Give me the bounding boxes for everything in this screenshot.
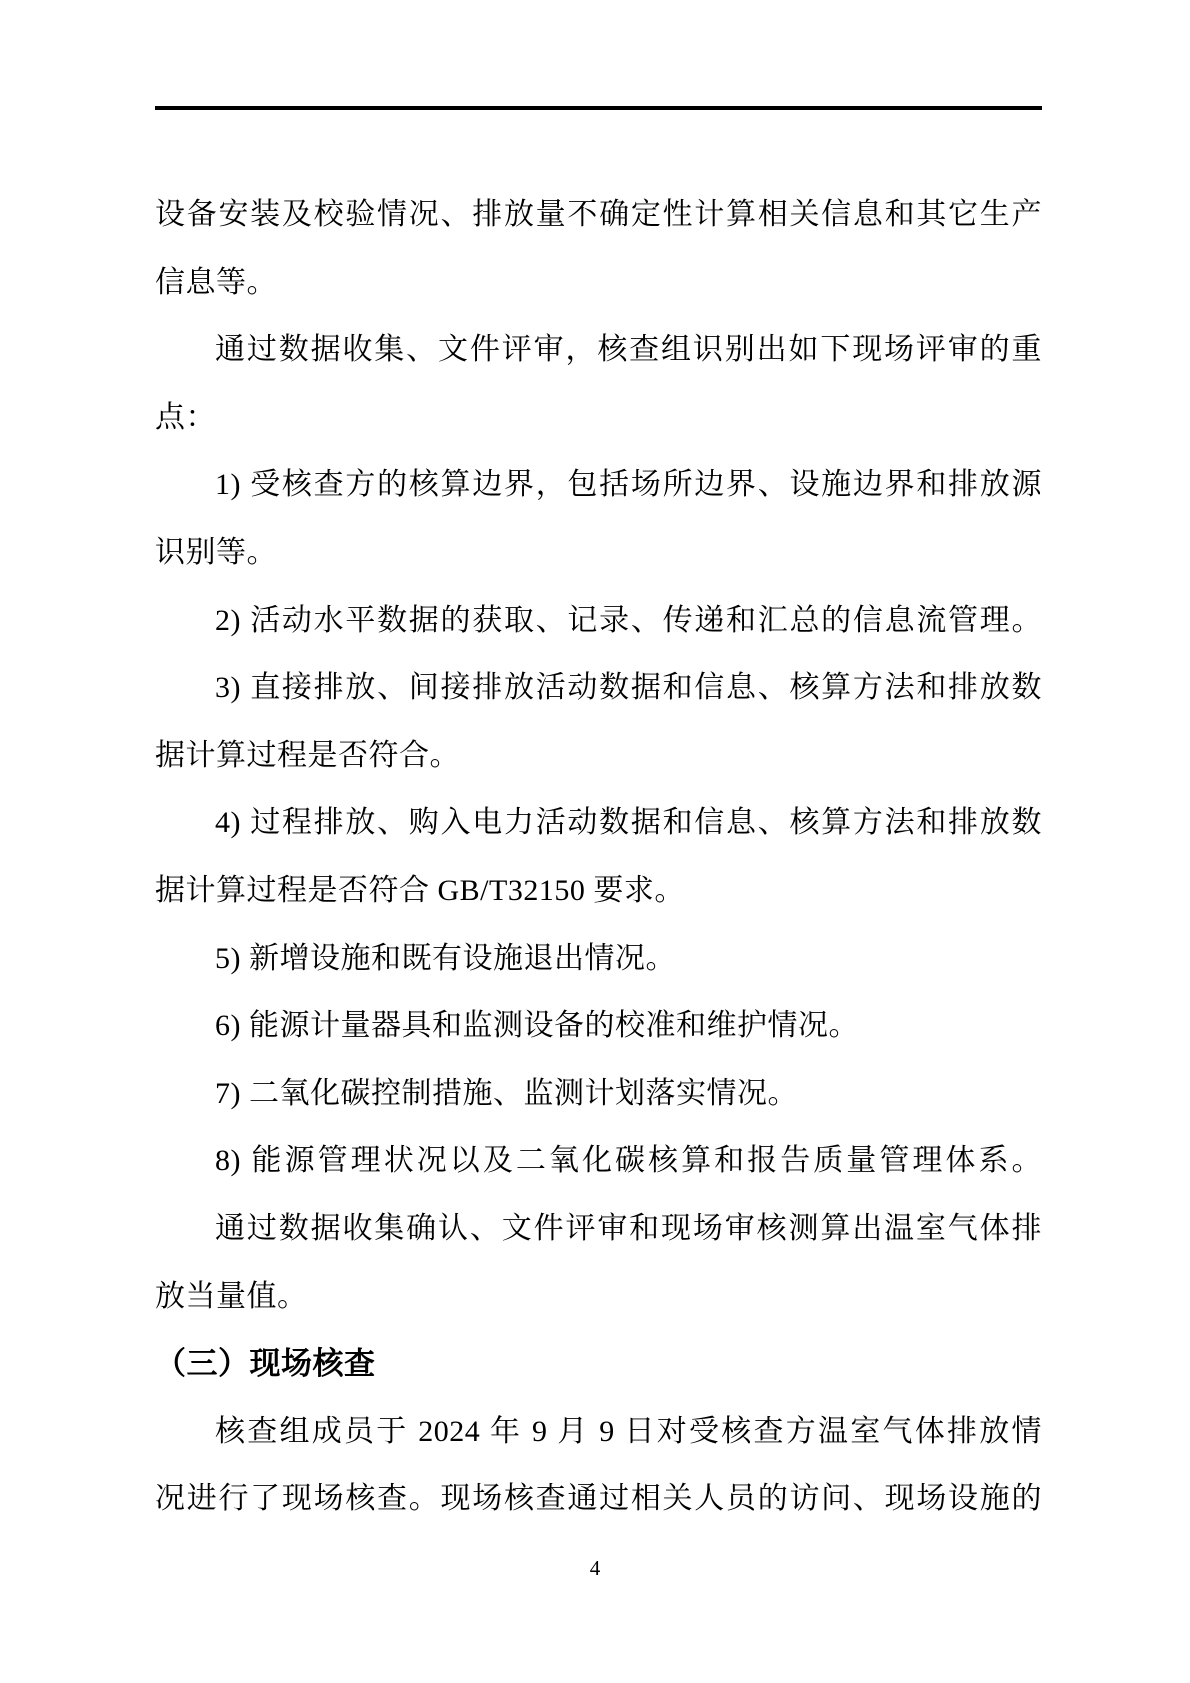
text-line: 4) 过程排放、购入电力活动数据和信息、核算方法和排放数	[215, 806, 1042, 840]
text-line: 点：	[155, 400, 216, 434]
page-footer	[0, 1556, 1190, 1581]
page-number: 4	[589, 1556, 601, 1580]
text-line: 通过数据收集、文件评审，核查组识别出如下现场评审的重	[215, 333, 1042, 367]
header-rule	[155, 106, 1042, 110]
text-line: 设备安装及校验情况、排放量不确定性计算相关信息和其它生产	[155, 198, 1042, 231]
section-heading: （三）现场核查	[155, 1346, 376, 1382]
text-line: 据计算过程是否符合。	[155, 738, 460, 772]
text-line: 核查组成员于 2024 年 9 月 9 日对受核查方温室气体排放情	[215, 1414, 1042, 1448]
text-line: 通过数据收集确认、文件评审和现场审核测算出温室气体排	[215, 1211, 1042, 1245]
text-line: 放当量值。	[155, 1279, 308, 1313]
text-line: 5) 新增设施和既有设施退出情况。	[215, 941, 676, 975]
text-line: 3) 直接排放、间接排放活动数据和信息、核算方法和排放数	[215, 671, 1042, 705]
text-line: 7) 二氧化碳控制措施、监测计划落实情况。	[215, 1076, 798, 1110]
text-line: 信息等。	[155, 265, 277, 299]
text-line: 8) 能源管理状况以及二氧化碳核算和报告质量管理体系。	[215, 1144, 1042, 1178]
document-body	[155, 181, 1042, 1533]
text-line: 识别等。	[155, 535, 277, 569]
text-line: 况进行了现场核查。现场核查通过相关人员的访问、现场设施的	[155, 1482, 1042, 1516]
text-line: 2) 活动水平数据的获取、记录、传递和汇总的信息流管理。	[215, 603, 1042, 637]
text-line: 据计算过程是否符合 GB/T32150 要求。	[155, 873, 685, 907]
text-line: 6) 能源计量器具和监测设备的校准和维护情况。	[215, 1009, 859, 1043]
text-line: 1) 受核查方的核算边界，包括场所边界、设施边界和排放源	[215, 468, 1042, 502]
